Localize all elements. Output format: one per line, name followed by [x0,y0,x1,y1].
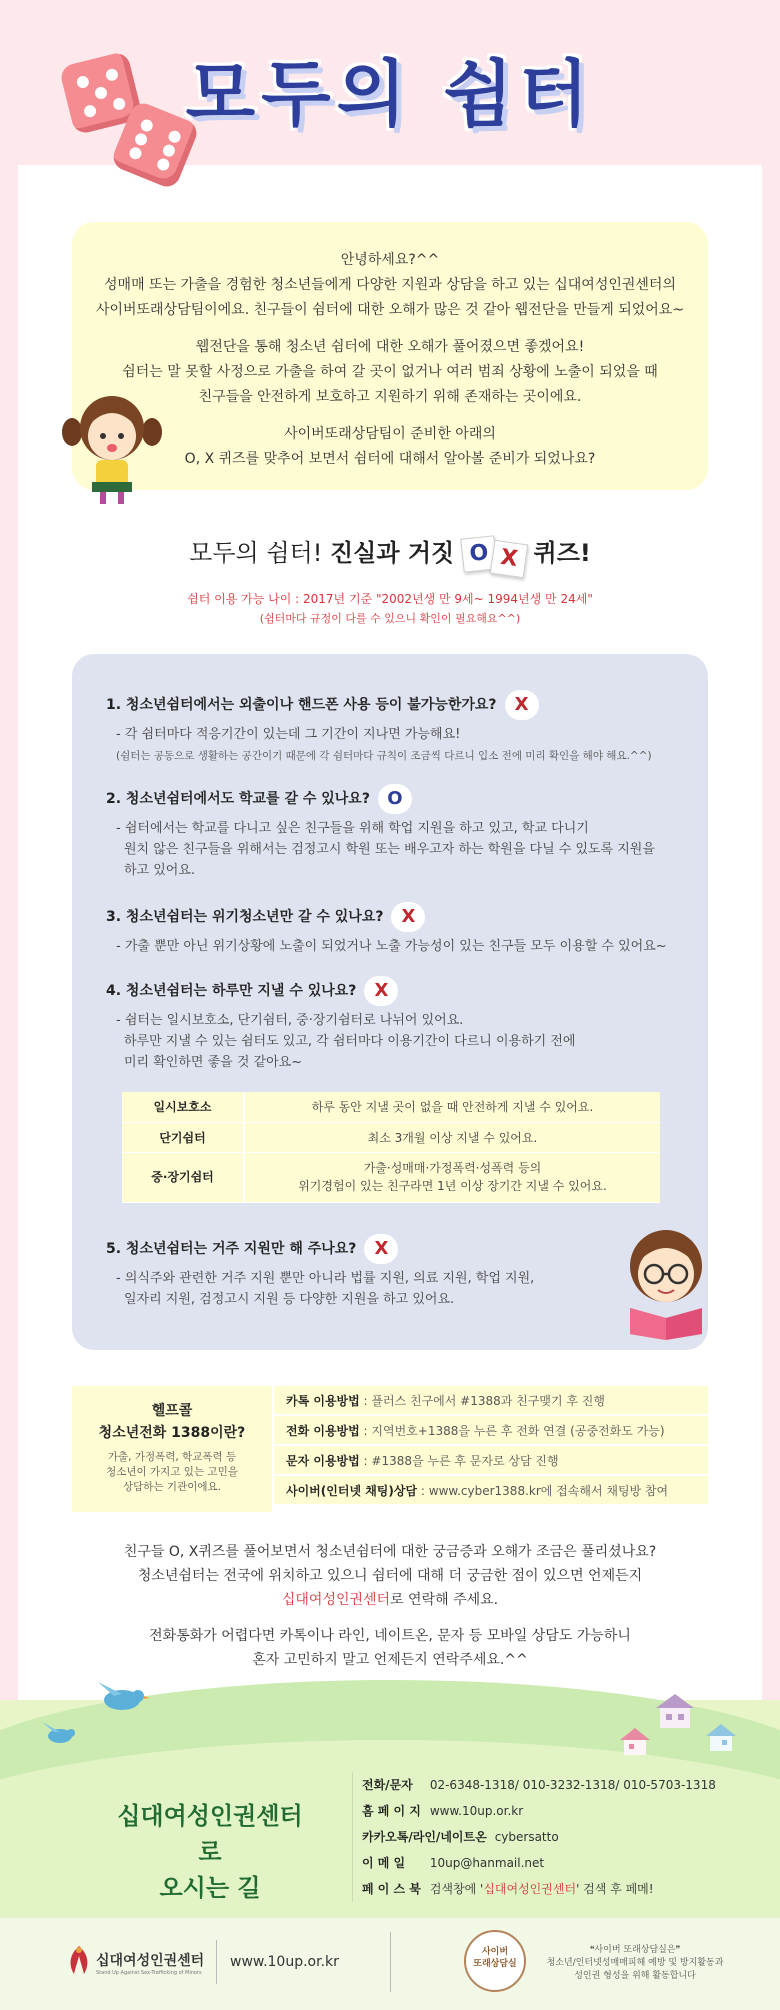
contact-row: 전화/문자 02-6348-1318/ 010-3232-1318/ 010-5703-1318 [362,1778,716,1792]
help-call-info [72,1386,272,1512]
o-card-icon: O [460,535,497,572]
age-note: (쉼터마다 규정이 다를 수 있으니 확인이 필요해요^^) [259,612,521,625]
answer-5-line: 일자리 지원, 검정고시 지원 등 다양한 지원을 하고 있어요. [124,1292,455,1307]
question-2: 2. 청소년쉼터에서도 학교를 갈 수 있나요? O [106,784,412,814]
x-answer-icon: X [364,976,398,1006]
page-title: 모두의 쉼터 [185,52,595,136]
intro-line: 친구들을 안전하게 보호하고 지원하기 위해 존재하는 곳이에요. [198,389,582,405]
quiz-title-bold: 진실과 거짓 [329,539,455,567]
bird-icon [40,1720,80,1748]
answer-1: - 각 쉼터마다 적응기간이 있는데 그 기간이 지나면 가능해요! [116,727,461,742]
center-logo-icon [66,1944,92,1978]
quiz-title-prefix: 모두의 쉼터! [189,539,323,567]
help-method-row: 사이버(인터넷 채팅)상담 : www.cyber1388.kr에 접속해서 채팅방 참여 [274,1476,708,1506]
intro-line: 사이버또래상담팀이 준비한 아래의 [284,426,496,442]
intro-line: 웹전단을 통해 청소년 쉼터에 대한 오해가 풀어졌으면 좋겠어요! [195,339,585,355]
shelter-desc: 최소 3개월 이상 지낼 수 있어요. [244,1122,660,1152]
shelter-kind: 일시보호소 [122,1092,244,1122]
intro-line: 쉼터는 말 못할 사정으로 가출을 하여 갈 곳이 없거나 여러 범죄 상황에 노출이 되었을 때 [122,364,658,380]
shelter-kind: 단기쉼터 [122,1122,244,1152]
help-method-row: 카톡 이용방법 : 플러스 친구에서 #1388과 친구맺기 후 진행 [274,1386,708,1416]
help-call-title: 헬프콜 [151,1403,193,1419]
answer-1-note: (쉼터는 공동으로 생활하는 공간이기 때문에 각 쉼터마다 규칙이 조금씩 다르니 입소 전에 미리 확인을 해야 해요.^^) [116,750,652,762]
answer-3: - 가출 뿐만 아닌 위기상황에 노출이 되었거나 노출 가능성이 있는 친구들 모두 이용할 수 있어요~ [116,939,667,954]
intro-line: O, X 퀴즈를 맞추어 보면서 쉼터에 대해서 알아볼 준비가 되었나요? [184,451,596,467]
help-call-subtitle: 청소년전화 1388이란? [98,1425,246,1441]
help-call-desc: 가출, 가정폭력, 학교폭력 등 청소년이 가지고 있는 고민을 상담하는 기관이에요. [106,1451,238,1493]
table-row [122,1122,660,1152]
contact-row: 카카오톡/라인/네이트온 cybersatto [362,1830,559,1844]
contact-row: 이 메 일 10up@hanmail.net [362,1856,545,1870]
badge-description: ❝사이버 또래상담실은❞ 청소년/인터넷성매매피해 예방 및 방지활동과 성인권 형성을 위해 활동합니다 [546,1945,724,1981]
answer-4-line: 미리 확인하면 좋을 것 같아요~ [124,1055,303,1070]
question-3: 3. 청소년쉼터는 위기청소년만 갈 수 있나요? X [106,902,425,932]
table-row [122,1092,660,1122]
house-icon [704,1722,738,1752]
footer-site-link[interactable]: www.10up.or.kr [230,1954,339,1970]
table-row [122,1152,660,1202]
answer-5-line: - 의식주와 관련한 거주 지원 뿐만 아니라 법률 지원, 의료 지원, 학업 지원, [116,1271,535,1286]
closing-message: 친구들 O, X퀴즈를 풀어보면서 청소년쉼터에 대한 궁금증과 오해가 조금은 풀리셨나요? 청소년쉼터는 전국에 위치하고 있으니 쉼터에 대해 더 궁금한 점이 있으면 언제든지 십대여성인권센터로 연락해 주세요. 전화통화가 어렵다면 카톡이나 라인, 네이트온, 문자 등 모바일 상담도 가능하니 혼자 고민하지 말고 언제든지 연락주세요.^^ [123,1544,657,1668]
shelter-table [122,1092,660,1203]
shelter-desc: 가출·성매매·가정폭력·성폭력 등의 위기경험이 있는 친구라면 1년 이상 장기간 지낼 수 있어요. [244,1152,660,1202]
contact-row: 페 이 스 북 검색창에 '십대여성인권센터' 검색 후 페메! [362,1882,654,1896]
house-icon [618,1726,652,1756]
question-4: 4. 청소년쉼터는 하루만 지낼 수 있나요? X [106,976,398,1006]
reading-child-illustration [600,1222,730,1342]
x-answer-icon: X [505,690,539,720]
answer-2-line: 하고 있어요. [124,863,196,878]
bird-icon [92,1678,152,1718]
help-methods [274,1386,708,1506]
phone-link[interactable]: 02-6348-1318/ 010-3232-1318/ 010-5703-1318 [429,1778,716,1792]
center-name-highlight: 십대여성인권센터 [281,1592,391,1608]
question-1: 1. 청소년쉼터에서는 외출이나 핸드폰 사용 등이 불가능한가요? X [106,690,539,720]
o-answer-icon: O [378,784,412,814]
intro-line: 안녕하세요?^^ [340,252,440,268]
directions-title: 십대여성인권센터로 오시는 길 [117,1802,303,1902]
girl-illustration [52,390,172,510]
contact-row: 홈 페 이 지 www.10up.or.kr [362,1804,524,1818]
help-method-row: 문자 이용방법 : #1388을 누른 후 문자로 상담 진행 [274,1446,708,1476]
homepage-link[interactable]: www.10up.or.kr [429,1804,524,1818]
divider [352,1772,353,1902]
intro-line: 사이버또래상담팀이에요. 친구들이 쉼터에 대한 오해가 많은 것 같아 웹전단을 만들게 되었어요~ [95,302,685,318]
quiz-title-suffix: 퀴즈! [533,539,591,567]
center-logo-text: 십대여성인권센터 [96,1953,205,1969]
shelter-kind: 중·장기쉼터 [122,1152,244,1202]
answer-4-line: - 쉼터는 일시보호소, 단기쉼터, 중·장기쉼터로 나뉘어 있어요. [116,1013,464,1028]
house-icon [652,1690,698,1730]
divider [390,1932,391,1992]
x-answer-icon: X [364,1234,398,1264]
email-link[interactable]: 10up@hanmail.net [429,1856,545,1870]
age-info: 쉼터 이용 가능 나이 : 2017년 기준 "2002년생 만 9세~ 1994년생 만 24세" [187,592,593,606]
center-logo-subtext: Stand Up Against Sex-Trafficking of Minors [96,1970,202,1976]
help-method-row: 전화 이용방법 : 지역번호+1388을 누른 후 전화 연결 (공중전화도 가능) [274,1416,708,1446]
help-call-section [72,1386,708,1512]
answer-2-line: 원치 않은 친구들을 위해서는 검정고시 학원 또는 배우고자 하는 학원을 다닐 수 있도록 지원을 [124,842,655,857]
question-5: 5. 청소년쉼터는 거주 지원만 해 주나요? X [106,1234,398,1264]
x-card-icon: X [490,540,528,578]
shelter-desc: 하루 동안 지낼 곳이 없을 때 안전하게 지낼 수 있어요. [244,1092,660,1122]
answer-4-line: 하루만 지낼 수 있는 쉼터도 있고, 각 쉼터마다 이용기간이 다르니 이용하기 전에 [124,1034,576,1049]
x-answer-icon: X [391,902,425,932]
cyber-peer-counseling-badge: 사이버 또래상담실 [464,1930,526,1992]
quiz-title [0,532,780,576]
answer-2-line: - 쉼터에서는 학교를 다니고 싶은 친구들을 위해 학업 지원을 하고 있고, 학교 다니기 [116,821,589,836]
divider [216,1940,217,1984]
contact-list [362,1772,716,1902]
intro-line: 성매매 또는 가출을 경험한 청소년들에게 다양한 지원과 상담을 하고 있는 십대여성인권센터의 [104,277,676,293]
